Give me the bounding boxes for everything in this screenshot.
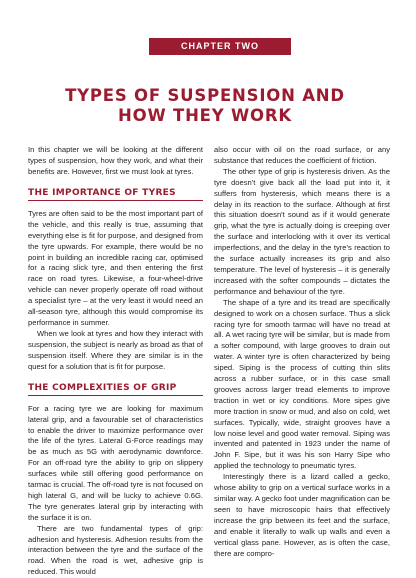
page-title-line-1: TYPES OF SUSPENSION AND — [65, 86, 345, 105]
paragraph: Tyres are often said to be the most important part of the vehicle, and this really is true, assuming that everything else is fit for purpose, and designed from the tyre upwards. For example, there would be no point in building an incredible racing car, optimised for a racing slick tyre, and then entering the first race on road tyres. Likewise, a four-wheel-drive vehicle can never properly operate off road without a specialist tyre – at the very least it would need an all-season tyre, although this would compromise its performance in summer. — [28, 208, 203, 327]
left-column — [28, 145, 203, 578]
heading-rule — [28, 200, 203, 201]
section-heading-tyres — [28, 188, 203, 201]
paragraph: For a racing tyre we are looking for maximum lateral grip, and a favourable set of characteristics to enable the driver to maximize performance over the life of the tyres. Lateral G-Force readings may be as much as 5G with aerodynamic downforce. For an off-road tyre the ability to grip on slippery surfaces while still offering good performance on tarmac is crucial. The off-road tyre is not focused on high lateral G, and will be lucky to achieve 0.6G. The tyre generates lateral grip by interacting with the surface it is on. — [28, 403, 203, 522]
paragraph: The other type of grip is hysteresis driven. As the tyre doesn't give back all the load put into it, it suffers from hysteresis, which means there is a delay in its reaction to the surface. Although at first this situation doesn't sound as if it would generate grip, what the tyre is actually doing is creeping over the surface and interlocking with it over its vertical imperfections, and the delay in the tyre's reaction to the surface actually increases its grip and also temperature. The level of hysteresis – it is generally increased with the softer compounds – dictates the performance and behaviour of the tyre. — [214, 166, 390, 296]
chapter-label: CHAPTER TWO — [149, 38, 291, 55]
right-column — [214, 145, 390, 559]
paragraph: Interestingly there is a lizard called a gecko, whose ability to grip on a vertical surface works in a similar way. A gecko foot under magnification can be seen to have microscopic hairs that effectively increase the grip between its feet and the surface, and enable it literally to walk up walls and even a vertical glass pane. However, as is often the case, there are compro- — [214, 472, 390, 558]
paragraph: When we look at tyres and how they interact with suspension, the subject is nearly as broad as that of suspension itself. Where they are similar is in the quest for a solution that is fit for purpose. — [28, 328, 203, 371]
heading-rule — [28, 395, 203, 396]
section-heading-grip — [28, 383, 203, 396]
paragraph: also occur with oil on the road surface, or any substance that reduces the coefficient of friction. — [214, 145, 390, 165]
heading-complexities-of-grip: THE COMPLEXITIES OF GRIP — [28, 382, 177, 393]
paragraph: There are two fundamental types of grip: adhesion and hysteresis. Adhesion results from the interaction between the tyre and the surface of the road. When the road is wet, adhesive grip is reduced. This would — [28, 523, 203, 577]
heading-importance-of-tyres: THE IMPORTANCE OF TYRES — [28, 187, 176, 198]
intro-paragraph: In this chapter we will be looking at the different types of suspension, how they work, and what their benefits are. However, first we must look at tyres. — [28, 145, 203, 176]
page-title-line-2: HOW THEY WORK — [118, 106, 292, 125]
paragraph: The shape of a tyre and its tread are specifically designed to work on a chosen surface. Thus a slick racing tyre for smooth tarmac will have no tread at all. A wet racing tyre will be similar, but is made from a softer compound, with large grooves to drain out water. A winter tyre is often characterized by being siped. Siping is the process of cutting thin slits across a rubber surface, or in this case small grooves across larger tread elements to improve traction in wet or icy conditions. More sipes give more traction in snow or mud, and also on cold, wet surfaces. Typically, wide, straight grooves have a low noise level and good water removal. Siping was invented and patented in 1923 under the name of John F. Sipe, but it was his son Harry Sipe who applied the technology to pneumatic tyres. — [214, 297, 390, 471]
